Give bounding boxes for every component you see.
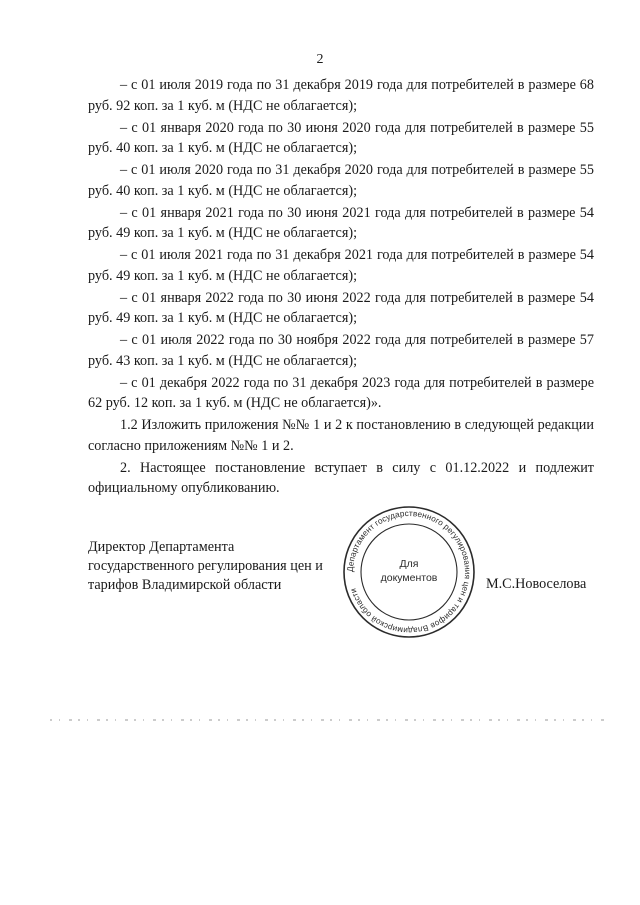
official-seal-stamp xyxy=(342,505,476,639)
signatory-title-line: тарифов Владимирской области xyxy=(88,577,282,593)
tariff-period-5: – с 01 июля 2021 года по 31 декабря 2021 года для потребителей в размере 54 руб. 49 коп. за 1 куб. м (НДС не облагается); xyxy=(88,247,594,284)
signer-name: М.С.Новоселова xyxy=(486,576,587,592)
stamp-inner-text: документов xyxy=(380,572,438,584)
tariff-period-7: – с 01 июля 2022 года по 30 ноября 2022 года для потребителей в размере 57 руб. 43 коп. за 1 куб. м (НДС не облагается); xyxy=(88,332,594,369)
tariff-period-4: – с 01 января 2021 года по 30 июня 2021 года для потребителей в размере 54 руб. 49 коп. за 1 куб. м (НДС не облагается); xyxy=(88,204,594,241)
tariff-period-2: – с 01 января 2020 года по 30 июня 2020 года для потребителей в размере 55 руб. 40 коп. за 1 куб. м (НДС не облагается); xyxy=(88,119,594,156)
tariff-period-1: – с 01 июля 2019 года по 31 декабря 2019 года для потребителей в размере 68 руб. 92 коп. за 1 куб. м (НДС не облагается); xyxy=(88,77,594,114)
tariff-period-3: – с 01 июля 2020 года по 31 декабря 2020 года для потребителей в размере 55 руб. 40 коп. за 1 куб. м (НДС не облагается); xyxy=(88,162,594,199)
stamp-outer-text: Департамент государственного регулирования цен и тарифов Владимирской области xyxy=(345,508,473,636)
document-body xyxy=(88,75,594,500)
signatory-title-line: Директор Департамента xyxy=(88,539,235,555)
tariff-period-6: – с 01 января 2022 года по 30 июня 2022 года для потребителей в размере 54 руб. 49 коп. за 1 куб. м (НДС не облагается); xyxy=(88,289,594,326)
signatory-title xyxy=(88,538,323,595)
stamp-inner-text: Для xyxy=(399,558,419,570)
clause-1-2: 1.2 Изложить приложения №№ 1 и 2 к постановлению в следующей редакции согласно приложениям №№ 1 и 2. xyxy=(88,417,594,454)
signatory-title-line: государственного регулирования цен и xyxy=(88,558,323,574)
scan-noise xyxy=(50,718,610,722)
page-number: 2 xyxy=(316,52,324,67)
clause-2: 2. Настоящее постановление вступает в силу с 01.12.2022 и подлежит официальному опубликованию. xyxy=(88,459,594,496)
tariff-period-8: – с 01 декабря 2022 года по 31 декабря 2023 года для потребителей в размере 62 руб. 12 коп. за 1 куб. м (НДС не облагается)». xyxy=(88,374,594,411)
